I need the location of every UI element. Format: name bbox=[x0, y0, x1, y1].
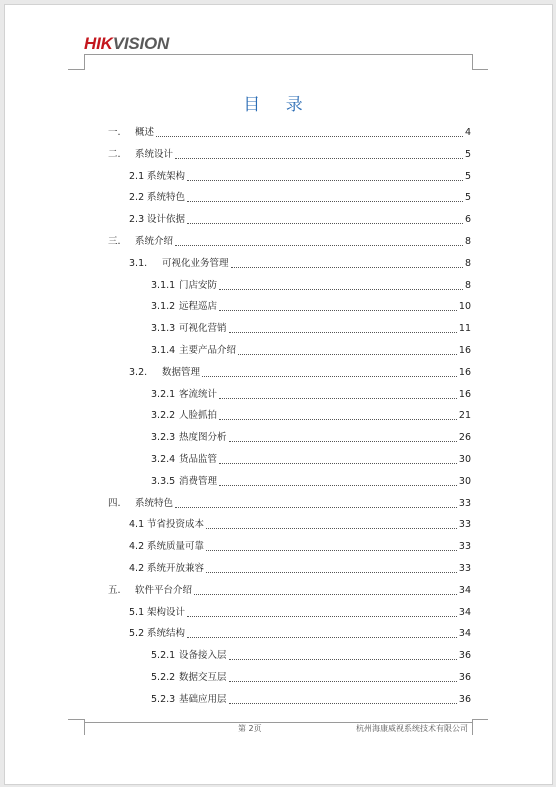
toc-entry[interactable] bbox=[129, 188, 471, 204]
toc-dot-leader bbox=[202, 376, 457, 377]
toc-entry[interactable] bbox=[151, 341, 471, 357]
toc-entry-page: 5 bbox=[464, 171, 471, 182]
toc-title: 目 录 bbox=[243, 95, 313, 115]
toc-entry[interactable] bbox=[108, 145, 471, 161]
toc-entry[interactable] bbox=[151, 450, 471, 466]
toc-dot-leader bbox=[194, 594, 457, 595]
toc-entry[interactable] bbox=[129, 363, 471, 379]
toc-dot-leader bbox=[206, 528, 457, 529]
toc-dot-leader bbox=[219, 419, 457, 420]
toc-entry-number: 3.2.3 bbox=[151, 432, 176, 443]
toc-entry-number: 3.1.3 bbox=[151, 323, 176, 334]
toc-dot-leader bbox=[219, 398, 457, 399]
toc-entry[interactable] bbox=[151, 276, 471, 292]
toc-entry-number: 2.2 bbox=[129, 192, 145, 203]
toc-entry-title: 架构设计 bbox=[147, 607, 186, 618]
toc-entry-page: 34 bbox=[458, 607, 471, 618]
toc-dot-leader bbox=[206, 550, 457, 551]
toc-entry-title: 可视化营销 bbox=[179, 323, 227, 334]
toc-entry-page: 33 bbox=[458, 563, 471, 574]
footer-page-number: 第 2页 bbox=[238, 724, 262, 733]
toc-entry-title: 门店安防 bbox=[179, 280, 218, 291]
toc-entry-number: 4.2 bbox=[129, 541, 145, 552]
toc-entry-title: 可视化业务管理 bbox=[162, 258, 229, 269]
toc-entry-page: 8 bbox=[464, 258, 471, 269]
toc-entry-number: 4.1 bbox=[129, 519, 145, 530]
toc-dot-leader bbox=[229, 441, 457, 442]
toc-entry-page: 36 bbox=[458, 672, 471, 683]
toc-entry-number: 四. bbox=[108, 498, 121, 509]
toc-entry[interactable] bbox=[151, 406, 471, 422]
toc-dot-leader bbox=[187, 616, 457, 617]
toc-entry-number: 4.2 bbox=[129, 563, 145, 574]
toc-entry-number: 3.2.1 bbox=[151, 389, 176, 400]
toc-entry-number: 3.2.2 bbox=[151, 410, 176, 421]
toc-dot-leader bbox=[187, 201, 463, 202]
toc-dot-leader bbox=[229, 659, 457, 660]
toc-dot-leader bbox=[156, 136, 463, 137]
toc-entry-title: 系统介绍 bbox=[135, 236, 174, 247]
toc-entry-page: 8 bbox=[464, 236, 471, 247]
crop-mark-bottom-left-h bbox=[68, 719, 84, 720]
toc-dot-leader bbox=[175, 158, 463, 159]
toc-entry-number: 3.1. bbox=[129, 258, 148, 269]
footer-company-name: 杭州海康威视系统技术有限公司 bbox=[356, 724, 468, 733]
toc-dot-leader bbox=[219, 485, 457, 486]
toc-dot-leader bbox=[229, 681, 457, 682]
toc-entry-number: 3.3.5 bbox=[151, 476, 176, 487]
toc-dot-leader bbox=[219, 289, 463, 290]
toc-entry[interactable] bbox=[129, 210, 471, 226]
toc-entry-title: 系统设计 bbox=[135, 149, 174, 160]
toc-entry-number: 3.2. bbox=[129, 367, 148, 378]
toc-entry-number: 二. bbox=[108, 149, 121, 160]
crop-mark-bottom-right-h bbox=[472, 719, 488, 720]
toc-entry-page: 5 bbox=[464, 192, 471, 203]
toc-entry[interactable] bbox=[129, 537, 471, 553]
toc-entry-page: 8 bbox=[464, 280, 471, 291]
toc-entry-number: 3.1.2 bbox=[151, 301, 176, 312]
toc-entry-title: 数据交互层 bbox=[179, 672, 227, 683]
toc-entry-page: 4 bbox=[464, 127, 471, 138]
toc-entry-page: 34 bbox=[458, 628, 471, 639]
toc-entry-title: 货品监管 bbox=[179, 454, 218, 465]
toc-entry-number: 三. bbox=[108, 236, 121, 247]
toc-entry-title: 客流统计 bbox=[179, 389, 218, 400]
toc-entry-number: 2.3 bbox=[129, 214, 145, 225]
toc-dot-leader bbox=[229, 703, 457, 704]
toc-entry-title: 设计依据 bbox=[147, 214, 186, 225]
toc-entry-page: 10 bbox=[458, 301, 471, 312]
toc-entry-title: 软件平台介绍 bbox=[135, 585, 193, 596]
toc-entry[interactable] bbox=[129, 624, 471, 640]
toc-entry-page: 33 bbox=[458, 498, 471, 509]
toc-entry-title: 系统结构 bbox=[147, 628, 186, 639]
toc-entry-title: 主要产品介绍 bbox=[179, 345, 237, 356]
toc-entry-title: 系统质量可靠 bbox=[147, 541, 205, 552]
toc-entry[interactable] bbox=[129, 254, 471, 270]
toc-entry-title: 远程巡店 bbox=[179, 301, 218, 312]
toc-entry[interactable] bbox=[108, 232, 471, 248]
toc-entry-number: 五. bbox=[108, 585, 121, 596]
toc-entry-page: 16 bbox=[458, 389, 471, 400]
crop-mark-top-right-h bbox=[472, 69, 488, 70]
toc-entry-page: 33 bbox=[458, 541, 471, 552]
toc-entry[interactable] bbox=[129, 603, 471, 619]
toc-entry-page: 36 bbox=[458, 650, 471, 661]
toc-entry-number: 2.1 bbox=[129, 171, 145, 182]
toc-entry-title: 消费管理 bbox=[179, 476, 218, 487]
logo-vision-text: VISION bbox=[112, 34, 170, 53]
toc-entry-page: 36 bbox=[458, 694, 471, 705]
toc-entry-page: 16 bbox=[458, 345, 471, 356]
toc-entry-title: 系统特色 bbox=[147, 192, 186, 203]
toc-entry[interactable] bbox=[151, 319, 471, 335]
toc-entry[interactable] bbox=[129, 515, 471, 531]
toc-dot-leader bbox=[229, 332, 457, 333]
toc-entry-title: 热度图分析 bbox=[179, 432, 227, 443]
header-rule bbox=[84, 54, 473, 55]
toc-dot-leader bbox=[175, 245, 463, 246]
toc-entry-page: 30 bbox=[458, 454, 471, 465]
toc-entry-number: 5.2.1 bbox=[151, 650, 176, 661]
crop-mark-top-left-v bbox=[84, 54, 85, 70]
toc-entry-title: 系统特色 bbox=[135, 498, 174, 509]
crop-mark-top-left-h bbox=[68, 69, 84, 70]
toc-dot-leader bbox=[187, 180, 463, 181]
toc-entry[interactable] bbox=[108, 123, 471, 139]
toc-entry-number: 5.2.2 bbox=[151, 672, 176, 683]
toc-entry-page: 30 bbox=[458, 476, 471, 487]
toc-entry[interactable] bbox=[151, 690, 471, 706]
toc-entry-page: 5 bbox=[464, 149, 471, 160]
toc-entry-number: 一. bbox=[108, 127, 121, 138]
toc-dot-leader bbox=[219, 463, 457, 464]
toc-entry[interactable] bbox=[129, 167, 471, 183]
toc-entry-title: 人脸抓拍 bbox=[179, 410, 218, 421]
toc-entry-page: 34 bbox=[458, 585, 471, 596]
toc-dot-leader bbox=[206, 572, 457, 573]
toc-entry[interactable] bbox=[108, 581, 471, 597]
toc-entry-page: 26 bbox=[458, 432, 471, 443]
crop-mark-top-right-v bbox=[472, 54, 473, 70]
toc-entry-page: 6 bbox=[464, 214, 471, 225]
toc-entry-title: 设备接入层 bbox=[179, 650, 227, 661]
toc-dot-leader bbox=[231, 267, 463, 268]
toc-dot-leader bbox=[187, 637, 457, 638]
toc-entry-title: 数据管理 bbox=[162, 367, 201, 378]
toc-entry-page: 33 bbox=[458, 519, 471, 530]
hikvision-logo bbox=[84, 34, 169, 54]
toc-entry[interactable] bbox=[108, 494, 471, 510]
toc-entry-page: 21 bbox=[458, 410, 471, 421]
toc-entry-page: 16 bbox=[458, 367, 471, 378]
toc-entry-title: 系统开放兼容 bbox=[147, 563, 205, 574]
toc-entry-number: 3.2.4 bbox=[151, 454, 176, 465]
toc-entry-number: 5.2.3 bbox=[151, 694, 176, 705]
toc-entry[interactable] bbox=[129, 559, 471, 575]
toc-entry-title: 基础应用层 bbox=[179, 694, 227, 705]
toc-entry-title: 系统架构 bbox=[147, 171, 186, 182]
toc-entry-number: 3.1.1 bbox=[151, 280, 176, 291]
toc-entry[interactable] bbox=[151, 385, 471, 401]
toc-entry-number: 5.1 bbox=[129, 607, 145, 618]
toc-entry-number: 3.1.4 bbox=[151, 345, 176, 356]
toc-entry-page: 11 bbox=[458, 323, 471, 334]
toc-entry[interactable] bbox=[151, 428, 471, 444]
toc-entry-title: 节省投资成本 bbox=[147, 519, 205, 530]
toc-entry-title: 概述 bbox=[135, 127, 155, 138]
toc-dot-leader bbox=[238, 354, 457, 355]
logo-hik-text: HIK bbox=[84, 34, 113, 53]
toc-entry[interactable] bbox=[151, 668, 471, 684]
toc-dot-leader bbox=[187, 223, 463, 224]
toc-dot-leader bbox=[219, 310, 457, 311]
toc-entry-number: 5.2 bbox=[129, 628, 145, 639]
toc-entry[interactable] bbox=[151, 472, 471, 488]
toc-entry[interactable] bbox=[151, 297, 471, 313]
toc-entry[interactable] bbox=[151, 646, 471, 662]
toc-dot-leader bbox=[175, 507, 457, 508]
